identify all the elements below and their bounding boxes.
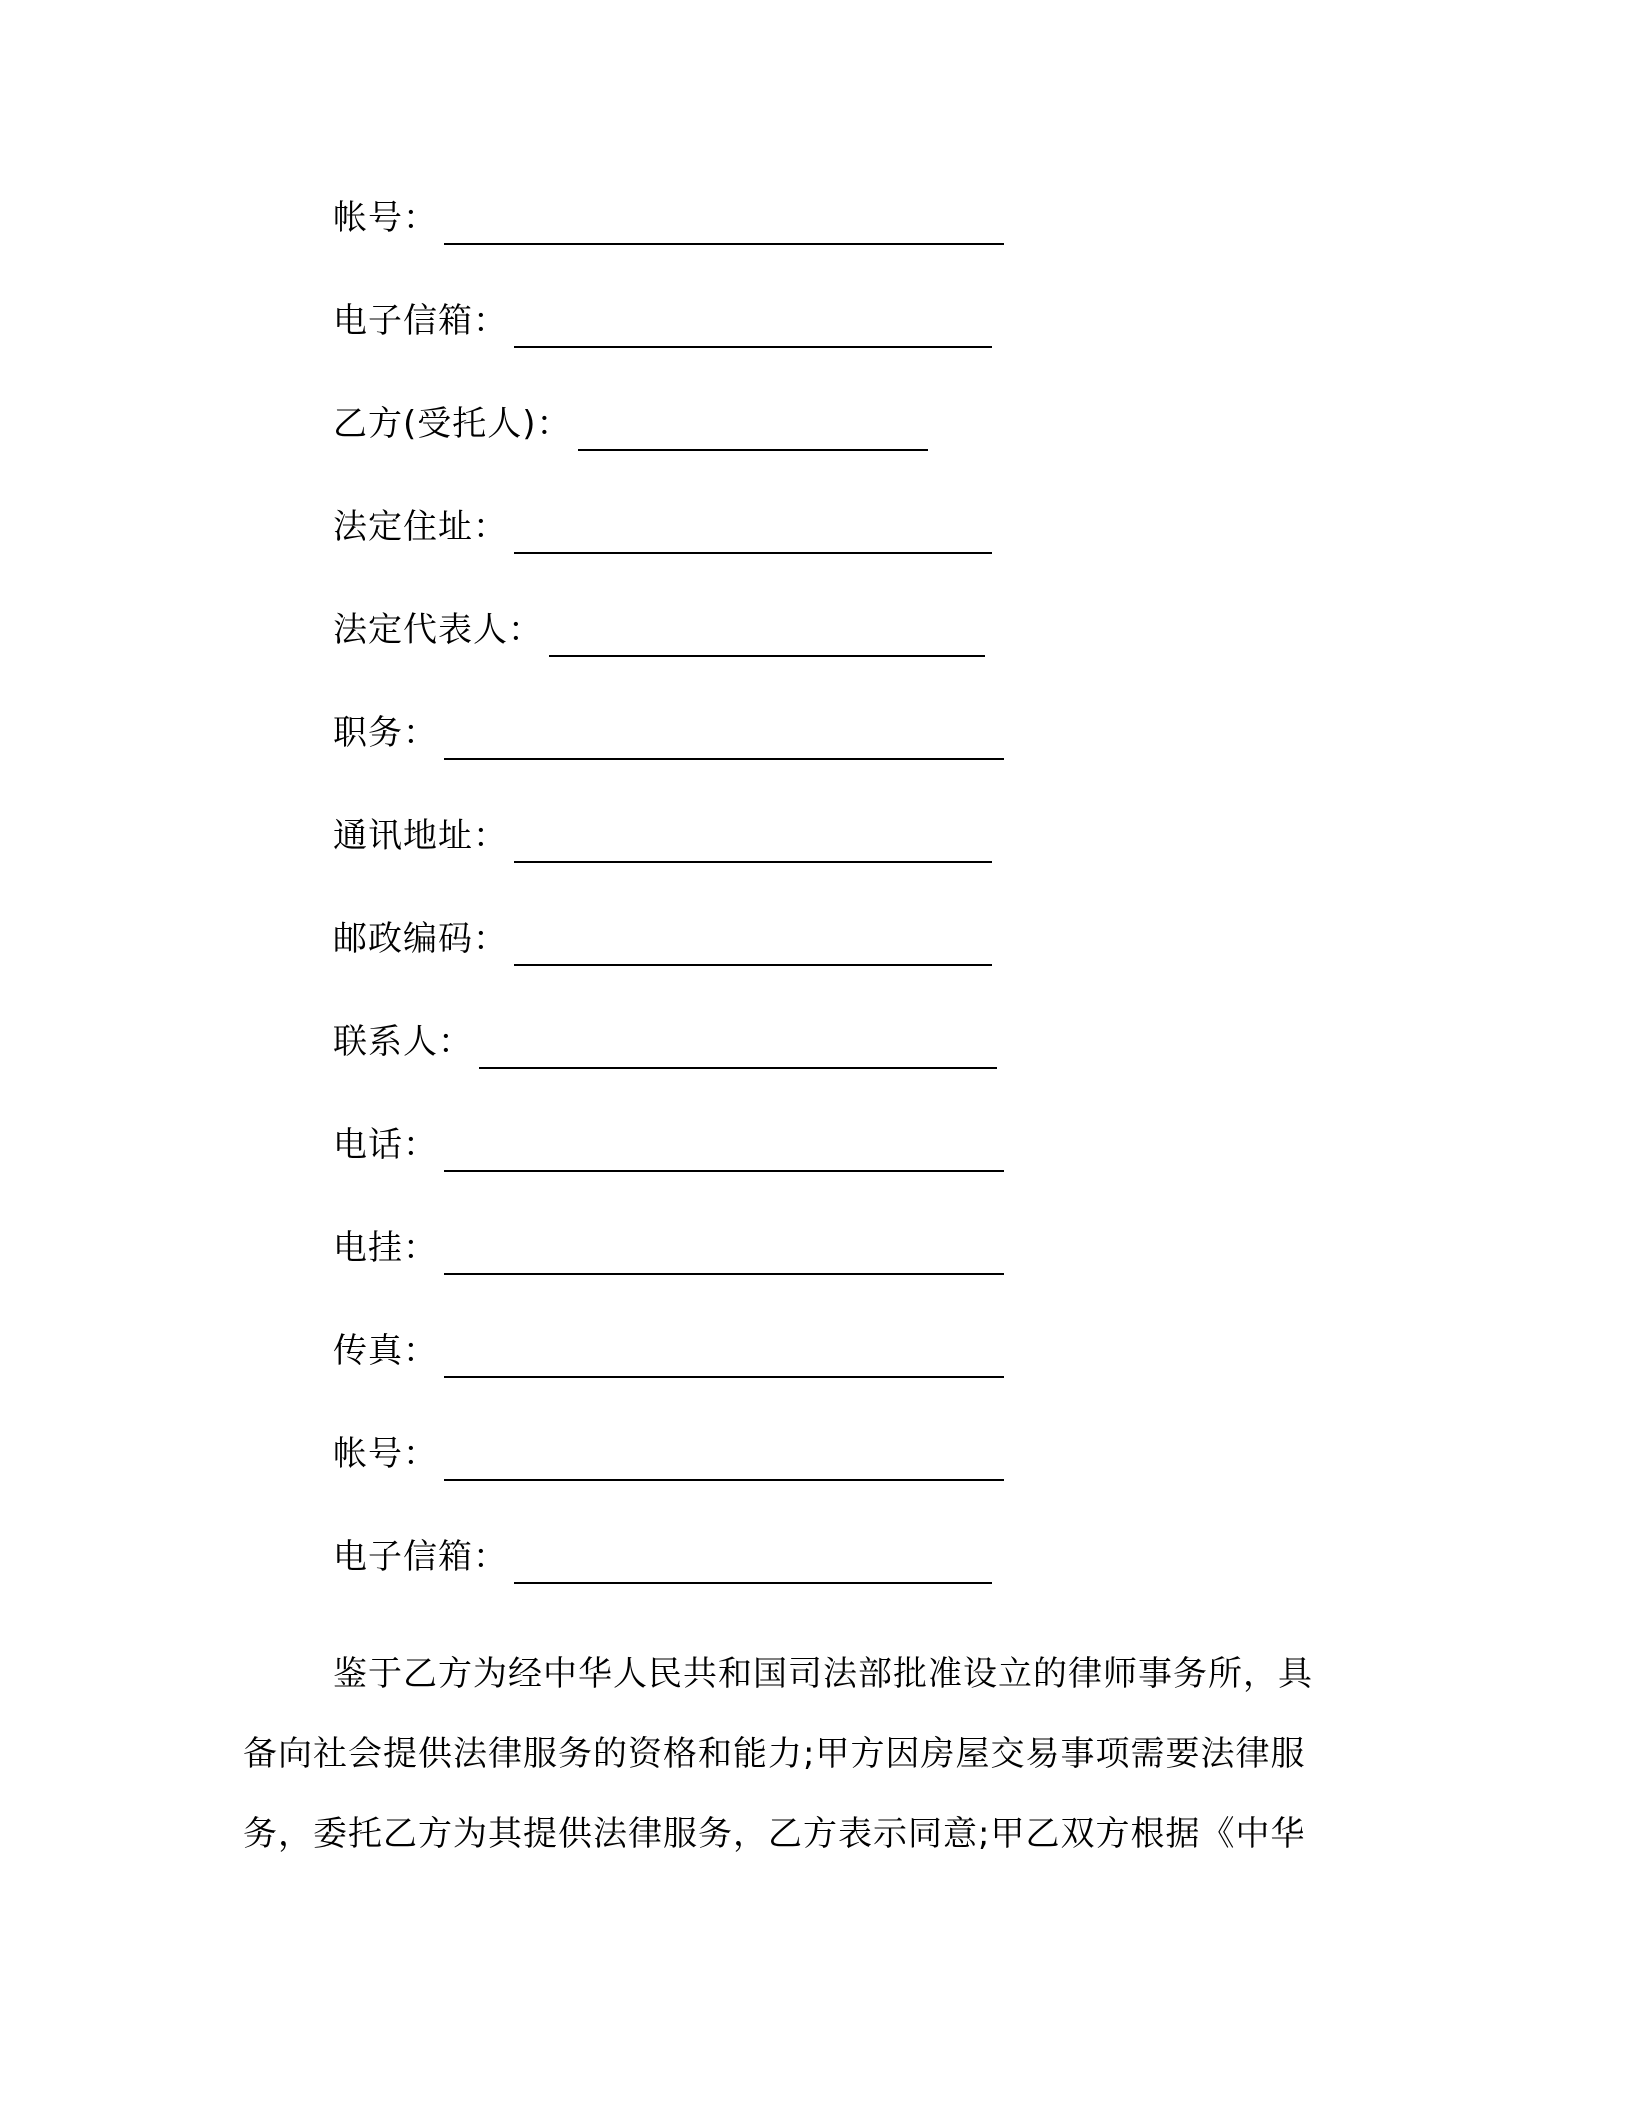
- blank-line[interactable]: [514, 809, 992, 863]
- blank-line[interactable]: [444, 706, 1004, 760]
- field-position: [333, 703, 1004, 763]
- field-label: 帐号：: [333, 1434, 438, 1474]
- field-fax: [333, 1321, 1004, 1381]
- field-label: 邮政编码：: [333, 919, 508, 959]
- field-email-a: [333, 291, 992, 351]
- field-label: 电子信箱：: [333, 1537, 508, 1577]
- field-label: 联系人：: [333, 1022, 473, 1062]
- field-legal-representative: [333, 600, 985, 660]
- field-label: 职务：: [333, 713, 438, 753]
- field-legal-address: [333, 497, 992, 557]
- field-label: 电子信箱：: [333, 301, 508, 341]
- field-contact-person: [333, 1012, 997, 1072]
- field-label: 电话：: [333, 1125, 438, 1165]
- field-phone: [333, 1115, 1004, 1175]
- field-label: 法定住址：: [333, 507, 508, 547]
- blank-line[interactable]: [514, 294, 992, 348]
- field-label: 通讯地址：: [333, 816, 508, 856]
- body-paragraph: [243, 1634, 1373, 1874]
- blank-line[interactable]: [578, 397, 928, 451]
- paragraph-line: 备向社会提供法律服务的资格和能力;甲方因房屋交易事项需要法律服: [243, 1734, 1306, 1774]
- blank-line[interactable]: [514, 500, 992, 554]
- field-label: 乙方(受托人)：: [333, 404, 572, 444]
- blank-line[interactable]: [444, 1427, 1004, 1481]
- field-mailing-address: [333, 806, 992, 866]
- field-label: 电挂：: [333, 1228, 438, 1268]
- blank-line[interactable]: [444, 1324, 1004, 1378]
- field-cable: [333, 1218, 1004, 1278]
- field-label: 法定代表人：: [333, 610, 543, 650]
- blank-line[interactable]: [514, 912, 992, 966]
- field-party-b: [333, 394, 928, 454]
- blank-line[interactable]: [444, 1221, 1004, 1275]
- paragraph-line: 鉴于乙方为经中华人民共和国司法部批准设立的律师事务所，具: [333, 1654, 1313, 1694]
- field-account-b: [333, 1424, 1004, 1484]
- field-postal-code: [333, 909, 992, 969]
- field-account-a: [333, 188, 1004, 248]
- paragraph-line: 务，委托乙方为其提供法律服务，乙方表示同意;甲乙双方根据《中华: [243, 1814, 1306, 1854]
- blank-line[interactable]: [444, 191, 1004, 245]
- field-label: 传真：: [333, 1331, 438, 1371]
- field-email-b: [333, 1527, 992, 1587]
- field-label: 帐号：: [333, 198, 438, 238]
- blank-line[interactable]: [479, 1015, 997, 1069]
- blank-line[interactable]: [444, 1118, 1004, 1172]
- blank-line[interactable]: [549, 603, 985, 657]
- blank-line[interactable]: [514, 1530, 992, 1584]
